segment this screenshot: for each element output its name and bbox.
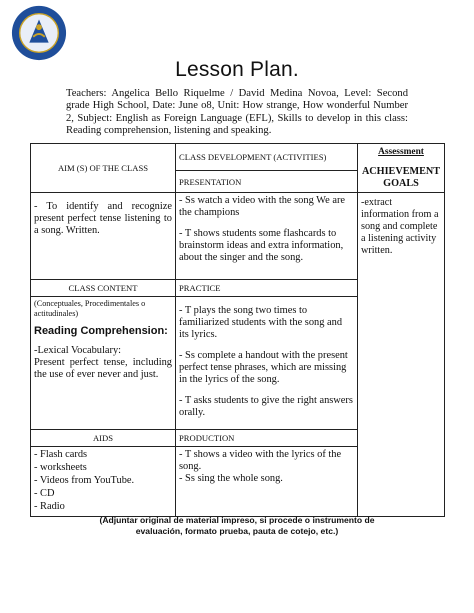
aims-header-text: AIM (S) OF THE CLASS [57,163,149,173]
practice-header-text: PRACTICE [179,283,221,293]
class-content-header [31,280,176,297]
aim-cell [31,193,176,280]
class-development-header-text: CLASS DEVELOPMENT (ACTIVITIES) [179,152,327,163]
assessment-header: Assessment [378,147,424,157]
aim-text: - To identify and recognize present perfect tense listening to a song. Written. [34,201,172,236]
intro-text: Teachers: Angelica Bello Riquelme / David Medina Novoa, Level: Second grade High School, Date: June o8, Unit: How strange, How wonderful Number 2, Subject: English as Foreign Language (EFL), Skills to develop in this class: Reading comprehension, listening and speaking. [66,88,408,137]
aid-item: - Flash cards [34,449,88,460]
assessment-header-cell [358,144,445,193]
aids-header [31,430,176,447]
footer-note [0,515,474,537]
footer-line: (Adjuntar original de material impreso, si procede o instrumento de [99,515,375,525]
production-item: - Ss sing the whole song. [179,473,283,484]
practice-header [176,280,358,297]
aids-list [34,449,172,513]
practice-item: - T asks students to give the right answers orally. [179,395,353,418]
achievement-text: -extract information from a song and complete a listening activity written. [361,197,439,256]
presentation-header-text: PRESENTATION [179,176,242,187]
aid-item: - Radio [34,501,65,512]
aids-header-text: AIDS [92,433,114,443]
presentation-item: - Ss watch a video with the song We are the champions [179,195,346,218]
aims-header [31,144,176,193]
achievement-cell [358,193,445,517]
reading-comprehension-title: Reading Comprehension: [34,325,168,337]
practice-item: - T plays the song two times to familiarized students with the song and its lyrics. [179,305,343,340]
aid-item: - worksheets [34,462,87,473]
aid-item: - Videos from YouTube. [34,475,135,486]
production-header [176,430,358,447]
achievement-goals-header: ACHIEVEMENT GOALS [361,166,441,189]
lesson-intro [66,88,408,138]
lesson-plan-table [30,143,445,517]
presentation-item: - T shows students some flashcards to brainstorm ideas and extra information, about the singer and the song. [179,228,344,263]
school-seal-logo [10,4,68,62]
practice-cell [176,297,358,430]
lexical-text: Present perfect tense, including the use of ever never and just. [34,357,172,380]
class-development-header [176,144,358,171]
footer-line: evaluación, formato prueba, pauta de cotejo, etc.) [135,526,339,536]
production-cell [176,447,358,517]
presentation-header [176,171,358,193]
content-note: (Conceptuales, Procedimentales o actitudinales) [34,299,146,318]
production-header-text: PRODUCTION [179,433,235,443]
aid-item: - CD [34,488,55,499]
production-item: - T shows a video with the lyrics of the song. [179,449,342,472]
practice-item: - Ss complete a handout with the present perfect tense phrases, which are missing in the lyrics of the song. [179,350,348,385]
class-content-cell [31,297,176,430]
aids-cell [31,447,176,517]
lexical-label: -Lexical Vocabulary: [34,345,122,356]
class-content-header-text: CLASS CONTENT [68,283,138,293]
page-title: Lesson Plan. [175,58,299,81]
presentation-cell [176,193,358,280]
